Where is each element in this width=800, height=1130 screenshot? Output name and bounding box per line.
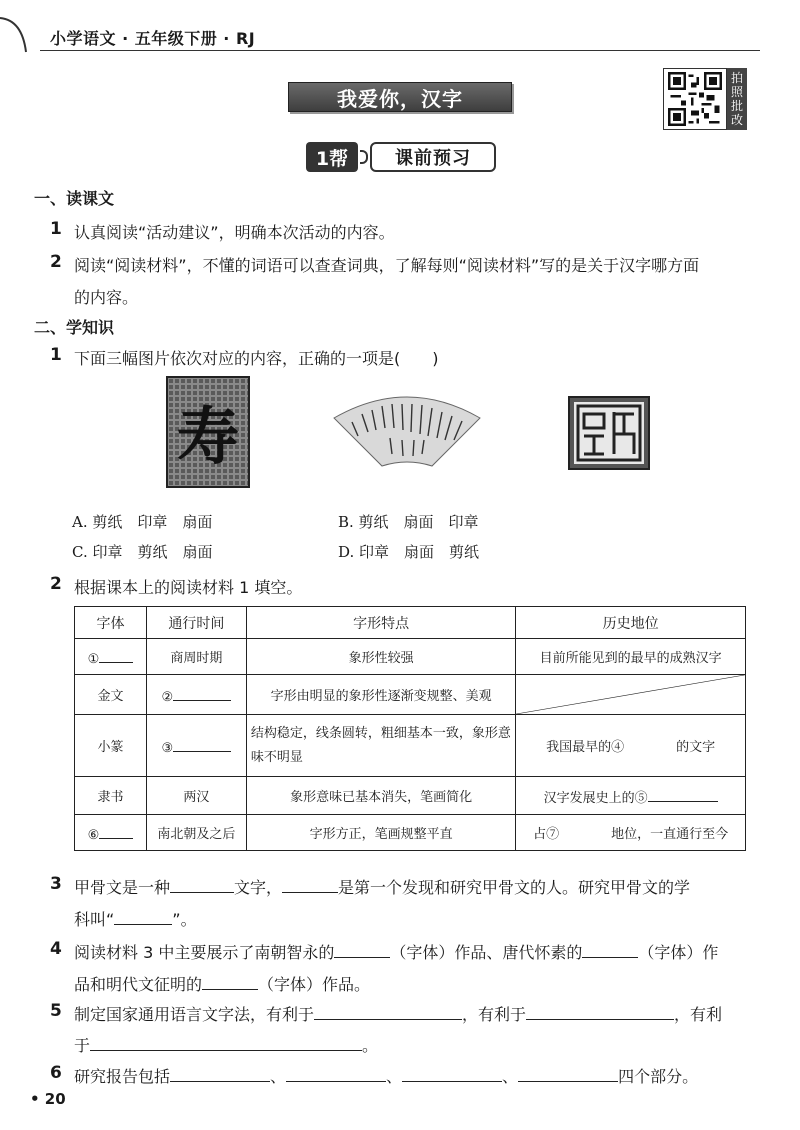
question-text-continued: 科叫“ ”。 bbox=[74, 910, 197, 929]
table-header: 历史地位 bbox=[516, 607, 746, 639]
step-badge: 1帮 bbox=[306, 142, 358, 172]
question-number: 1 bbox=[50, 219, 62, 239]
option-c[interactable]: C. 印章 剪纸 扇面 bbox=[72, 543, 213, 561]
qr-code-icon[interactable] bbox=[663, 68, 727, 130]
fill-in-table bbox=[74, 606, 746, 851]
answer-blank[interactable] bbox=[402, 1066, 502, 1082]
book-header: 小学语文 · 五年级下册 · RJ bbox=[50, 29, 256, 48]
table-cell: 隶书 bbox=[75, 777, 147, 815]
question-text: 阅读“阅读材料”，不懂的词语可以查查词典，了解每则“阅读材料”写的是关于汉字哪方面 bbox=[74, 256, 700, 275]
papercut-picture bbox=[166, 376, 250, 488]
table-cell: 两汉 bbox=[146, 777, 246, 815]
question-text: 阅读材料 3 中主要展示了南朝智永的 （字体）作品、唐代怀素的 （字体）作 bbox=[74, 943, 719, 962]
table-cell: 象形意味已基本消失，笔画简化 bbox=[246, 777, 515, 815]
table-cell: 字形由明显的象形性逐渐变规整、美观 bbox=[246, 675, 515, 715]
table-row bbox=[75, 815, 746, 851]
question-text: 下面三幅图片依次对应的内容，正确的一项是( ) bbox=[74, 349, 439, 368]
answer-blank[interactable] bbox=[518, 1066, 618, 1082]
question-text: 甲骨文是一种 文字， 是第一个发现和研究甲骨文的人。研究甲骨文的学 bbox=[74, 878, 691, 897]
question-text: 根据课本上的阅读材料 1 填空。 bbox=[74, 578, 303, 597]
table-cell: 结构稳定，线条圆转，粗细基本一致，象形意味不明显 bbox=[246, 715, 515, 777]
photo-grading-label: 拍照批改 bbox=[727, 68, 747, 130]
table-header: 字形特点 bbox=[246, 607, 515, 639]
answer-blank[interactable] bbox=[526, 1004, 674, 1020]
step-connector bbox=[360, 150, 368, 164]
answer-blank[interactable] bbox=[314, 1004, 462, 1020]
table-cell-blank[interactable]: ⑥ bbox=[75, 815, 147, 851]
answer-blank[interactable] bbox=[334, 942, 390, 958]
answer-blank[interactable] bbox=[286, 1066, 386, 1082]
table-cell: 小篆 bbox=[75, 715, 147, 777]
table-cell: 目前所能见到的最早的成熟汉字 bbox=[516, 639, 746, 675]
question-text-continued: 于 。 bbox=[74, 1036, 379, 1055]
answer-blank[interactable] bbox=[90, 1035, 362, 1051]
answer-blank[interactable] bbox=[202, 974, 258, 990]
table-header: 字体 bbox=[75, 607, 147, 639]
lesson-title: 我爱你，汉字 bbox=[288, 82, 512, 112]
question-number: 3 bbox=[50, 874, 62, 894]
question-number: 6 bbox=[50, 1063, 62, 1083]
table-cell-blank[interactable]: 我国最早的④ 的文字 bbox=[516, 715, 746, 777]
section-heading-learn: 二、学知识 bbox=[34, 318, 115, 337]
answer-blank[interactable] bbox=[170, 877, 234, 893]
table-row bbox=[75, 639, 746, 675]
question-text-continued: 品和明代文征明的 （字体）作品。 bbox=[74, 975, 371, 994]
table-cell: 商周时期 bbox=[146, 639, 246, 675]
option-d[interactable]: D. 印章 扇面 剪纸 bbox=[338, 543, 480, 561]
table-cell: 象形性较强 bbox=[246, 639, 515, 675]
question-text: 认真阅读“活动建议”，明确本次活动的内容。 bbox=[74, 223, 395, 242]
table-cell: 字形方正，笔画规整平直 bbox=[246, 815, 515, 851]
question-text-continued: 的内容。 bbox=[74, 288, 139, 307]
option-b[interactable]: B. 剪纸 扇面 印章 bbox=[338, 513, 479, 531]
seal-stamp-picture bbox=[568, 396, 650, 470]
table-row bbox=[75, 777, 746, 815]
answer-blank[interactable] bbox=[114, 909, 172, 925]
table-header-row bbox=[75, 607, 746, 639]
diagonal-slash bbox=[516, 675, 745, 714]
table-cell: 南北朝及之后 bbox=[146, 815, 246, 851]
question-number: 2 bbox=[50, 574, 62, 594]
step-label: 课前预习 bbox=[370, 142, 496, 172]
table-row bbox=[75, 675, 746, 715]
question-number: 5 bbox=[50, 1001, 62, 1021]
question-text: 研究报告包括 、 、 、 四个部分。 bbox=[74, 1067, 699, 1086]
table-cell-blank[interactable]: ③ bbox=[146, 715, 246, 777]
question-number: 1 bbox=[50, 345, 62, 365]
answer-blank[interactable] bbox=[170, 1066, 270, 1082]
question-number: 2 bbox=[50, 252, 62, 272]
table-header: 通行时间 bbox=[146, 607, 246, 639]
page-corner-decoration bbox=[0, 0, 40, 60]
table-cell-blank[interactable]: ① bbox=[75, 639, 147, 675]
option-a[interactable]: A. 剪纸 印章 扇面 bbox=[72, 513, 213, 531]
answer-blank[interactable] bbox=[282, 877, 338, 893]
table-cell-blank[interactable]: 汉字发展史上的⑤ bbox=[516, 777, 746, 815]
table-cell-crossed bbox=[516, 675, 746, 715]
section-heading-read: 一、读课文 bbox=[34, 189, 115, 208]
question-number: 4 bbox=[50, 939, 62, 959]
page-number: • 20 bbox=[30, 1090, 66, 1108]
question-text: 制定国家通用语言文字法，有利于 ，有利于 ，有利 bbox=[74, 1005, 723, 1024]
fan-painting-picture bbox=[332, 388, 482, 470]
table-row bbox=[75, 715, 746, 777]
papercut-character: 寿 bbox=[176, 400, 240, 473]
table-cell-blank[interactable]: 占⑦ 地位，一直通行至今 bbox=[516, 815, 746, 851]
table-cell-blank[interactable]: ② bbox=[146, 675, 246, 715]
header-divider bbox=[40, 50, 760, 51]
table-cell: 金文 bbox=[75, 675, 147, 715]
answer-blank[interactable] bbox=[582, 942, 638, 958]
step-heading bbox=[306, 142, 496, 172]
